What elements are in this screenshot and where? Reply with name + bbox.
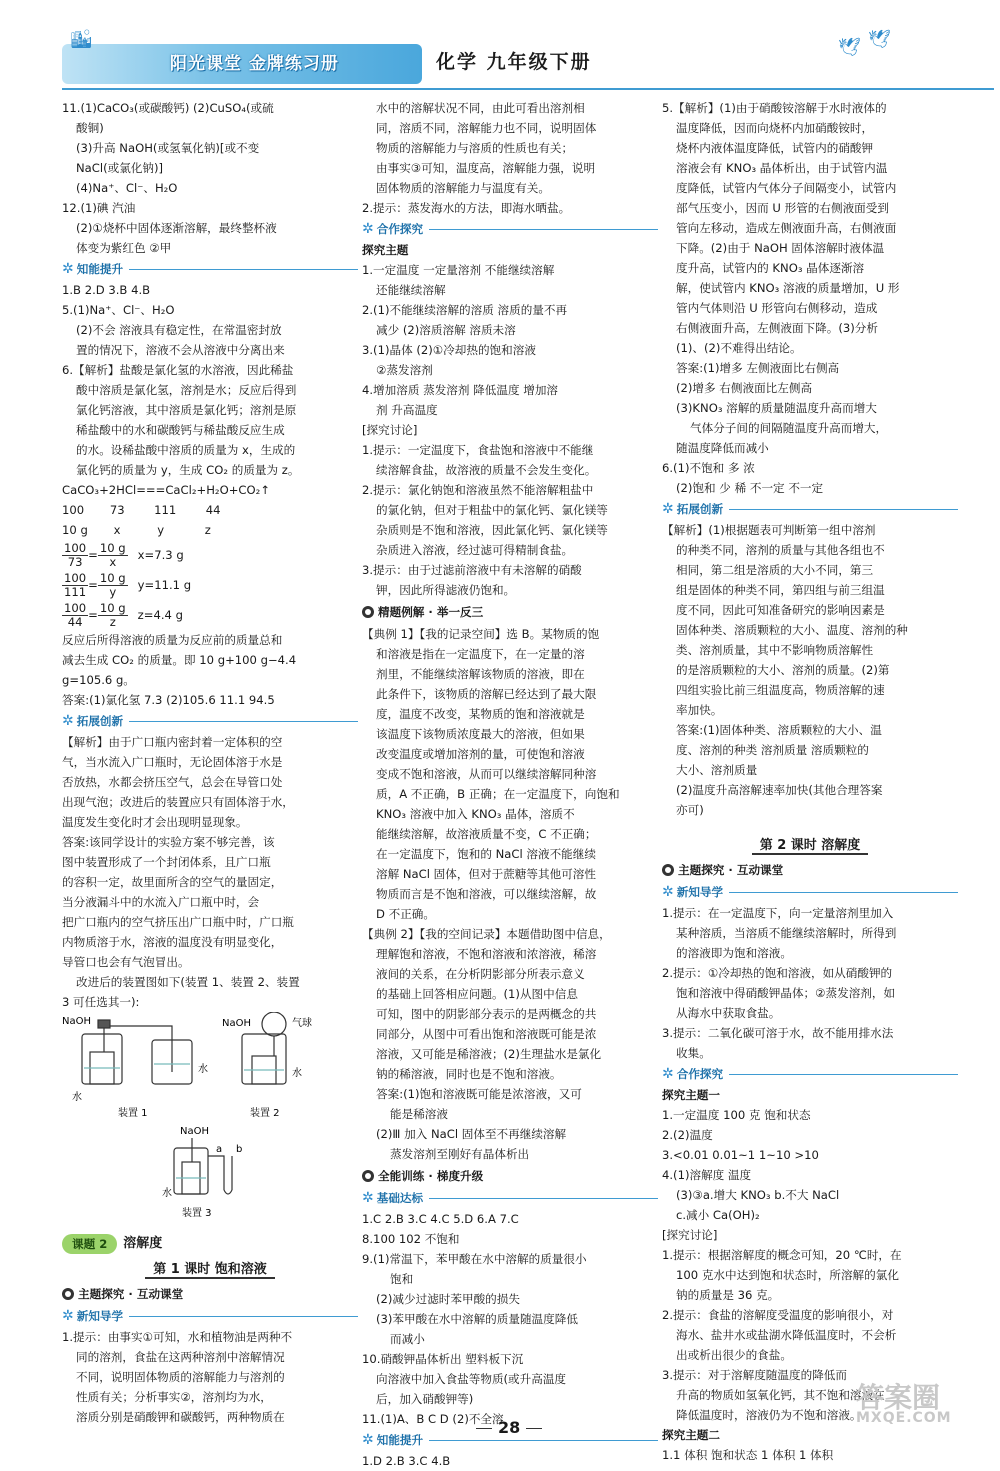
- label-a: a: [216, 1144, 223, 1155]
- text-line: 钠的稀溶液，同时也是不饱和溶液。: [376, 1067, 562, 1081]
- text-line: 2.(2)温度: [662, 1128, 713, 1142]
- text-line: 在一定温度下，饱和的 NaCl 溶液不能继续: [376, 847, 596, 861]
- label-b: b: [236, 1144, 243, 1155]
- text-line: 【典例 1】【我的记录空间】选 B。某物质的饱: [362, 627, 600, 641]
- text-line: 该温度下该物质浓度最大的溶液，但如果: [376, 727, 585, 741]
- text-line: 3.提示：由于过滤前溶液中有未溶解的硝酸: [362, 563, 582, 577]
- text-line: 从海水中获取食盐。: [676, 1006, 781, 1020]
- lesson-title: 第 2 课时 溶解度: [662, 836, 958, 856]
- text-line: 剂里，不能继续溶解该物质的溶液，即在: [376, 667, 585, 681]
- target-icon: [62, 1288, 74, 1300]
- text-line: 1.C 2.B 3.C 4.C 5.D 6.A 7.C: [362, 1212, 519, 1226]
- section-heading-jichu: ✲ 基础达标: [362, 1188, 658, 1208]
- text-line: 5.【解析】(1)由于硝酸铵溶解于水时液体的: [662, 101, 887, 115]
- text-line: 可知，图中的阴影部分表示的是两概念的共: [376, 1007, 597, 1021]
- label-water: 水: [72, 1092, 82, 1103]
- text-line: 溶液，又可能是稀溶液；(2)生理盐水是氯化: [376, 1047, 602, 1061]
- page-header: [0, 0, 1000, 100]
- text-line: 10.硝酸钾晶体析出 塑料板下沉: [362, 1352, 524, 1366]
- text-line: 图中装置形成了一个封闭体系，且广口瓶: [62, 855, 271, 869]
- text-line: 1.一定温度 100 克 饱和状态: [662, 1108, 811, 1122]
- target-icon: [662, 864, 674, 876]
- apparatus-diagram: [62, 1012, 352, 1222]
- text-line: 质，A 不正确，B 正确；在一定温度下，向饱和: [376, 787, 620, 801]
- text-line: 内物质溶于水，溶液的温度没有明显变化，: [62, 935, 283, 949]
- text-line: 6.【解析】盐酸是氯化氢的水溶液，因此稀盐: [62, 363, 294, 377]
- text-line: ②蒸发溶剂: [376, 363, 433, 377]
- star-icon: ✲: [62, 1308, 74, 1324]
- text-line: 2.提示：蒸发海水的方法，即海水晒盐。: [362, 201, 571, 215]
- text-line: 出或析出很少的食盐。: [676, 1348, 792, 1362]
- star-icon: ✲: [662, 1066, 674, 1082]
- text-line: 解，使试管内 KNO₃ 溶液的质量增加，U 形: [676, 281, 900, 295]
- text-line: 还能继续溶解: [376, 283, 446, 297]
- label-balloon: 气球: [292, 1018, 312, 1029]
- text-line: 稀盐酸中的水和碳酸钙与稀盐酸反应生成: [76, 423, 285, 437]
- text-line: 大小、溶剂质量: [676, 763, 758, 777]
- subheading: [探究讨论]: [662, 1228, 718, 1242]
- text-line: 6.(1)不饱和 多 浓: [662, 461, 755, 475]
- text-line: 度升高，试管内的 KNO₃ 晶体逐渐溶: [676, 261, 865, 275]
- column-left: [62, 98, 358, 1427]
- topic-title: 溶解度: [123, 1236, 163, 1251]
- text-line: 把广口瓶内的空气挤压出广口瓶中时，广口瓶: [62, 915, 294, 929]
- text-line: 2.提示：氯化钠饱和溶液虽然不能溶解粗盐中: [362, 483, 594, 497]
- text-line: 度降低，试管内气体分子间隔变小，试管内: [676, 181, 897, 195]
- text-line: 理解饱和溶液，不饱和溶液和浓溶液，稀溶: [376, 947, 597, 961]
- target-icon: [362, 606, 374, 618]
- text-line: (3)苯甲酸在水中溶解的质量随温度降低: [376, 1312, 578, 1326]
- bird-icon: 🕊: [838, 37, 861, 58]
- text-line: (2)①烧杯中固体逐渐溶解，最终整杯液: [76, 221, 277, 235]
- text-line: 11.(1)A、B C D (2)不全溶: [362, 1412, 504, 1426]
- section-heading-xinzhi: ✲ 新知导学: [662, 882, 958, 902]
- text-line: 随温度降低而减小: [676, 441, 769, 455]
- text-line: 反应后所得溶液的质量为反应前的质量总和: [62, 633, 283, 647]
- text-line: 置的情况下，溶液不会从溶液中分离出来: [76, 343, 285, 357]
- text-line: 3.(1)晶体 (2)①冷却热的饱和溶液: [362, 343, 536, 357]
- label-water: 水: [162, 1188, 172, 1199]
- text-line: 亦可): [676, 803, 704, 817]
- text-line: 此条件下，该物质的溶解已经达到了最大限: [376, 687, 597, 701]
- text-line: 2.(1)不能继续溶解的溶质 溶质的量不再: [362, 303, 568, 317]
- text-line: 酸铜): [76, 121, 104, 135]
- text-line: NaCl(或氯化钠)]: [76, 161, 164, 175]
- section-heading-hezuo: ✲ 合作探究: [362, 219, 658, 239]
- chemical-equation: CaCO₃+2HCl===CaCl₂+H₂O+CO₂↑: [62, 483, 271, 497]
- label-naoh: NaOH: [180, 1126, 209, 1137]
- text-line: 降低温度时，溶液仍为不饱和溶液。: [676, 1408, 862, 1422]
- text-line: 的是溶质颗粒的大小、溶剂的质量。(2)第: [676, 663, 890, 677]
- text-line: 率加快。: [676, 703, 723, 717]
- text-line: (2)不会 溶液具有稳定性，在常温密封放: [76, 323, 282, 337]
- section-heading-zhineng: ✲ 知能提升: [62, 259, 358, 279]
- text-line: 1.提示：由事实①可知，水和植物油是两种不: [62, 1330, 293, 1344]
- subheading: 探究主题二: [662, 1428, 720, 1442]
- caption-device-3: 装置 3: [182, 1208, 212, 1219]
- text-line: 减去生成 CO₂ 的质量。即 10 g+100 g−4.4: [62, 653, 297, 667]
- text-line: 剂 升高温度: [376, 403, 438, 417]
- text-line: 饱和溶液中得硝酸钾晶体；②蒸发溶剂，如: [676, 986, 896, 1000]
- text-line: 的氯化钠，但对于粗盐中的氯化钙、氯化镁等: [376, 503, 608, 517]
- text-line: D 不正确。: [376, 907, 435, 921]
- text-line: 后，加入硝酸钾等): [376, 1392, 474, 1406]
- text-line: 3.提示：对于溶解度随温度的降低而: [662, 1368, 847, 1382]
- text-line: 3.提示：二氧化碳可溶于水，故不能用排水法: [662, 1026, 894, 1040]
- mass-ratio-line: 10 g x y z: [62, 523, 211, 537]
- proportion-row: $\frac{100}{44}$ = $\frac{10 g}{z}$ z=4.4 g: [64, 600, 183, 629]
- label-naoh: NaOH: [222, 1018, 251, 1029]
- text-line: 钠的质量是 36 克。: [676, 1288, 780, 1302]
- text-line: 当分液漏斗中的水流入广口瓶中时，会: [62, 895, 260, 909]
- text-line: 4.(1)溶解度 温度: [662, 1168, 752, 1182]
- text-line: 2.提示：食盐的溶解度受温度的影响很小，对: [662, 1308, 894, 1322]
- text-line: 固体种类、溶质颗粒的大小、温度、溶剂的种: [676, 623, 908, 637]
- text-line: 1.提示：一定温度下，食盐饱和溶液中不能继: [362, 443, 594, 457]
- text-line: 体变为紫红色 ②甲: [76, 241, 172, 255]
- text-line: 2.提示：①冷却热的饱和溶液，如从硝酸钾的: [662, 966, 893, 980]
- text-line: 8.100 102 不饱和: [362, 1232, 460, 1246]
- text-line: 不同，说明固体物质的溶解能力与溶剂的: [76, 1370, 285, 1384]
- text-line: (1)、(2)不难得出结论。: [676, 341, 802, 355]
- star-icon: ✲: [362, 1190, 374, 1206]
- apparatus-1: [82, 1020, 192, 1084]
- text-line: 12.(1)碘 汽油: [62, 201, 136, 215]
- text-line: 某种溶质，当溶质不能继续溶解时，所得到: [676, 926, 897, 940]
- subheading: 探究主题: [362, 243, 409, 257]
- text-line: 饱和: [390, 1272, 414, 1286]
- section-heading-zhineng: ✲ 知能提升: [362, 1430, 658, 1450]
- text-line: 而减小: [390, 1332, 425, 1346]
- caption-device-1: 装置 1: [118, 1108, 148, 1119]
- text-line: 氯化钙的质量为 y，生成 CO₂ 的质量为 z。: [76, 463, 300, 477]
- text-line: 溶解 NaCl 固体，但对于蔗糖等其他可溶性: [376, 867, 596, 881]
- text-line: 气，当水流入广口瓶时，无论固体溶于水是: [62, 755, 283, 769]
- text-line: 和溶液是指在一定温度下，在一定量的溶: [376, 647, 585, 661]
- text-line: 的溶液即为饱和溶液。: [676, 946, 792, 960]
- section-heading-tuozhan: ✲ 拓展创新: [62, 711, 358, 731]
- text-line: 溶液会有 KNO₃ 晶体析出，由于试管内温: [676, 161, 888, 175]
- banner-heading: 全能训练 · 梯度升级: [362, 1166, 658, 1186]
- section-heading-hezuo: ✲ 合作探究: [662, 1064, 958, 1084]
- topic-heading: [62, 1234, 358, 1254]
- label-water: 水: [292, 1068, 302, 1079]
- text-line: 3.<0.01 0.01~1 1~10 >10: [662, 1148, 819, 1162]
- text-line: 水中的溶解状况不同，由此可看出溶剂相: [376, 101, 585, 115]
- text-line: 烧杯内液体温度降低，试管内的硝酸钾: [676, 141, 874, 155]
- city-skyline-icon: 🏙: [70, 29, 93, 50]
- text-line: 度、溶剂的种类 溶剂质量 溶质颗粒的: [676, 743, 869, 757]
- banner-heading: 主题探究 · 互动课堂: [662, 860, 958, 880]
- text-line: 答案:(1)增多 左侧液面比右侧高: [676, 361, 840, 375]
- text-line: g=105.6 g。: [62, 673, 135, 687]
- text-line: 度，温度不改变，某物质的饱和溶液就是: [376, 707, 585, 721]
- column-right: [662, 98, 958, 1465]
- text-line: 否放热，水都会挤压空气，总会在导管口处: [62, 775, 283, 789]
- proportion-row: $\frac{100}{73}$ = $\frac{10 g}{x}$ x=7.3 g: [64, 540, 184, 569]
- banner-heading: 主题探究 · 互动课堂: [62, 1284, 358, 1304]
- text-line: 的容积一定，故里面所含的空气的量固定，: [62, 875, 283, 889]
- text-line: 的基础上回答相应问题。(1)从图中信息: [376, 987, 578, 1001]
- text-line: 收集。: [676, 1046, 711, 1060]
- text-line: 改变温度或增加溶剂的量，可使饱和溶液: [376, 747, 585, 761]
- text-line: (2)饱和 少 稀 不一定 不一定: [676, 481, 824, 495]
- text-line: 气体分子间的间隔随温度升高而增大，: [690, 421, 888, 435]
- text-line: 固体物质的溶解能力与温度有关。: [376, 181, 550, 195]
- text-line: 温度降低，因而向烧杯内加硝酸铵时，: [676, 121, 874, 135]
- text-line: 4.增加溶质 蒸发溶剂 降低温度 增加溶: [362, 383, 559, 397]
- subheading: [探究讨论]: [362, 423, 418, 437]
- text-line: 部气压变小，因而 U 形管的右侧液面受到: [676, 201, 889, 215]
- text-line: 杂质进入溶液，经过滤可得精制食盐。: [376, 543, 574, 557]
- text-line: 变成不饱和溶液，从而可以继续溶解同种溶: [376, 767, 597, 781]
- text-line: 答案:(1)固体种类、溶质颗粒的大小、温: [676, 723, 882, 737]
- text-line: 氯化钙溶液，其中溶质是氯化钙；溶剂是原: [76, 403, 297, 417]
- star-icon: ✲: [62, 261, 74, 277]
- text-line: 升高的物质如氢氧化钙，其不饱和溶液在: [676, 1388, 885, 1402]
- watermark: 答案圈 MXQE.COM: [856, 1381, 952, 1426]
- star-icon: ✲: [362, 221, 374, 237]
- text-line: 续溶解食盐，故溶液的质量不会发生变化。: [376, 463, 597, 477]
- text-line: 【典例 2】【我的空间记录】本题借助图中信息，: [362, 927, 611, 941]
- bird-icon: 🕊: [868, 29, 891, 50]
- text-line: 海水、盐井水或盐湖水降低温度时，不会析: [676, 1328, 897, 1342]
- star-icon: ✲: [362, 1432, 374, 1448]
- text-line: 导管口也会有气泡冒出。: [62, 955, 190, 969]
- topic-tag: 课题 2: [62, 1234, 117, 1254]
- text-line: 【解析】由于广口瓶内密封着一定体积的空: [62, 735, 283, 749]
- star-icon: ✲: [662, 501, 674, 517]
- text-line: 蒸发溶剂至刚好有晶体析出: [390, 1147, 530, 1161]
- star-icon: ✲: [62, 713, 74, 729]
- section-heading-tuozhan: ✲ 拓展创新: [662, 499, 958, 519]
- text-line: 酸中溶质是氯化氢，溶剂是水；反应后得到: [76, 383, 297, 397]
- text-line: 的水。设稀盐酸中溶质的质量为 x，生成的: [76, 443, 296, 457]
- text-line: 1.提示：根据溶解度的概念可知，20 ℃时，在: [662, 1248, 902, 1262]
- text-line: (3)KNO₃ 溶解的质量随温度升高而增大: [676, 401, 877, 415]
- text-line: 液间的关系，在分析阴影部分所表示意义: [376, 967, 585, 981]
- text-line: (3)升高 NaOH(或氢氧化钠)[或不变: [76, 141, 260, 155]
- subject-grade-title: 化学 九年级下册: [436, 51, 592, 73]
- text-line: 同的溶剂，食盐在这两种溶剂中溶解情况: [76, 1350, 285, 1364]
- header-rule: [62, 88, 994, 90]
- text-line: 1.提示：在一定温度下，向一定量溶剂里加入: [662, 906, 894, 920]
- text-line: 1.1 体积 饱和状态 1 体积 1 体积: [662, 1448, 834, 1462]
- text-line: 四组实验比前三组温度高，物质溶解的速: [676, 683, 885, 697]
- section-heading-xinzhi: ✲ 新知导学: [62, 1306, 358, 1326]
- text-line: 右侧液面升高，左侧液面下降。(3)分析: [676, 321, 878, 335]
- text-line: 类、溶剂质量，其中不影响物质溶解性: [676, 643, 874, 657]
- column-middle: [362, 98, 658, 1471]
- text-line: 钾，因此所得滤液仍饱和。: [376, 583, 516, 597]
- page-number: 28: [470, 1418, 548, 1438]
- text-line: 1.B 2.D 3.B 4.B: [62, 283, 151, 297]
- target-icon: [362, 1170, 374, 1182]
- text-line: 温度发生变化时才会出现明显现象。: [62, 815, 248, 829]
- proportion-row: $\frac{100}{111}$ = $\frac{10 g}{y}$ y=11.1 g: [64, 570, 192, 599]
- lesson-title: 第 1 课时 饱和溶液: [62, 1260, 358, 1280]
- text-line: 1.一定温度 一定量溶剂 不能继续溶解: [362, 263, 555, 277]
- text-line: 下降。(2)由于 NaOH 固体溶解时液体温: [676, 241, 885, 255]
- text-line: 5.(1)Na⁺、Cl⁻、H₂O: [62, 303, 175, 317]
- text-line: 能是稀溶液: [390, 1107, 448, 1121]
- text-line: 3 可任选其一):: [62, 995, 140, 1009]
- text-line: 管内气体则沿 U 形管向右侧移动，造成: [676, 301, 878, 315]
- text-line: c.减小 Ca(OH)₂: [676, 1208, 760, 1222]
- caption-device-2: 装置 2: [250, 1108, 280, 1119]
- text-line: 减少 (2)溶质溶解 溶质未溶: [376, 323, 516, 337]
- text-line: 的种类不同，溶剂的质量与其他各组也不: [676, 543, 885, 557]
- text-line: 性质有关；分析事实②，溶剂均为水，: [76, 1390, 272, 1404]
- text-line: 答案:(1)氯化氢 7.3 (2)105.6 11.1 94.5: [62, 693, 275, 707]
- text-line: (2)增多 右侧液面比左侧高: [676, 381, 813, 395]
- text-line: 答案:该同学设计的实验方案不够完善，该: [62, 835, 275, 849]
- text-line: 同部分，从图中可看出饱和溶液既可能是浓: [376, 1027, 597, 1041]
- text-line: 杂质则是不饱和溶液，因此氯化钙、氯化镁等: [376, 523, 608, 537]
- text-line: 物质的溶解能力与溶质的性质也有关；: [376, 141, 574, 155]
- text-line: 组是固体的种类不同，第四组与前三组温: [676, 583, 885, 597]
- text-line: (3)③a.增大 KNO₃ b.不大 NaCl: [676, 1188, 840, 1202]
- text-line: 9.(1)常温下，苯甲酸在水中溶解的质量很小: [362, 1252, 587, 1266]
- text-line: 11.(1)CaCO₃(或碳酸钙) (2)CuSO₄(或硫: [62, 101, 274, 115]
- apparatus-3: [174, 1138, 232, 1194]
- text-line: 溶质分别是硝酸钾和碳酸钙，两种物质在: [76, 1410, 285, 1424]
- star-icon: ✲: [662, 884, 674, 900]
- banner-heading: 精题例解 · 举一反三: [362, 602, 658, 622]
- text-line: 【解析】(1)根据题表可判断第一组中溶剂: [662, 523, 876, 537]
- text-line: (2)Ⅲ 加入 NaCl 固体至不再继续溶解: [376, 1127, 567, 1141]
- text-line: 改进后的装置图如下(装置 1、装置 2、装置: [76, 975, 300, 989]
- text-line: 1.D 2.B 3.C 4.B: [362, 1454, 451, 1468]
- text-line: (4)Na⁺、Cl⁻、H₂O: [76, 181, 178, 195]
- text-line: KNO₃ 溶液中加入 KNO₃ 晶体，溶质不: [376, 807, 575, 821]
- text-line: 相同，第二组是溶质的大小不同，第三: [676, 563, 874, 577]
- label-naoh: NaOH: [62, 1016, 91, 1027]
- subheading: 探究主题一: [662, 1088, 720, 1102]
- text-line: 同，溶质不同，溶解能力也不同，说明固体: [376, 121, 597, 135]
- text-line: 向溶液中加入食盐等物质(或升高温度: [376, 1372, 567, 1386]
- mass-ratio-line: 100 73 111 44: [62, 503, 221, 517]
- text-line: 能继续溶解，故溶液质量不变，C 不正确；: [376, 827, 597, 841]
- text-line: (2)温度升高溶解速率加快(其他合理答案: [676, 783, 883, 797]
- text-line: 100 克水中达到饱和状态时，所溶解的氯化: [676, 1268, 899, 1282]
- label-water: 水: [198, 1064, 208, 1075]
- text-line: 答案:(1)饱和溶液既可能是浓溶液，又可: [376, 1087, 582, 1101]
- text-line: 出现气泡；改进后的装置应只有固体溶于水，: [62, 795, 294, 809]
- book-series-title: 阳光课堂 金牌练习册: [170, 54, 339, 74]
- text-line: (2)减少过滤时苯甲酸的损失: [376, 1292, 520, 1306]
- text-line: 管向左移动，造成左侧液面升高，右侧液面: [676, 221, 897, 235]
- text-line: 物质而言是不饱和溶液，可以继续溶解，故: [376, 887, 597, 901]
- text-line: 度不同，因此可知准备研究的影响因素是: [676, 603, 885, 617]
- text-line: 由事实③可知，温度高，溶解能力强，说明: [376, 161, 596, 175]
